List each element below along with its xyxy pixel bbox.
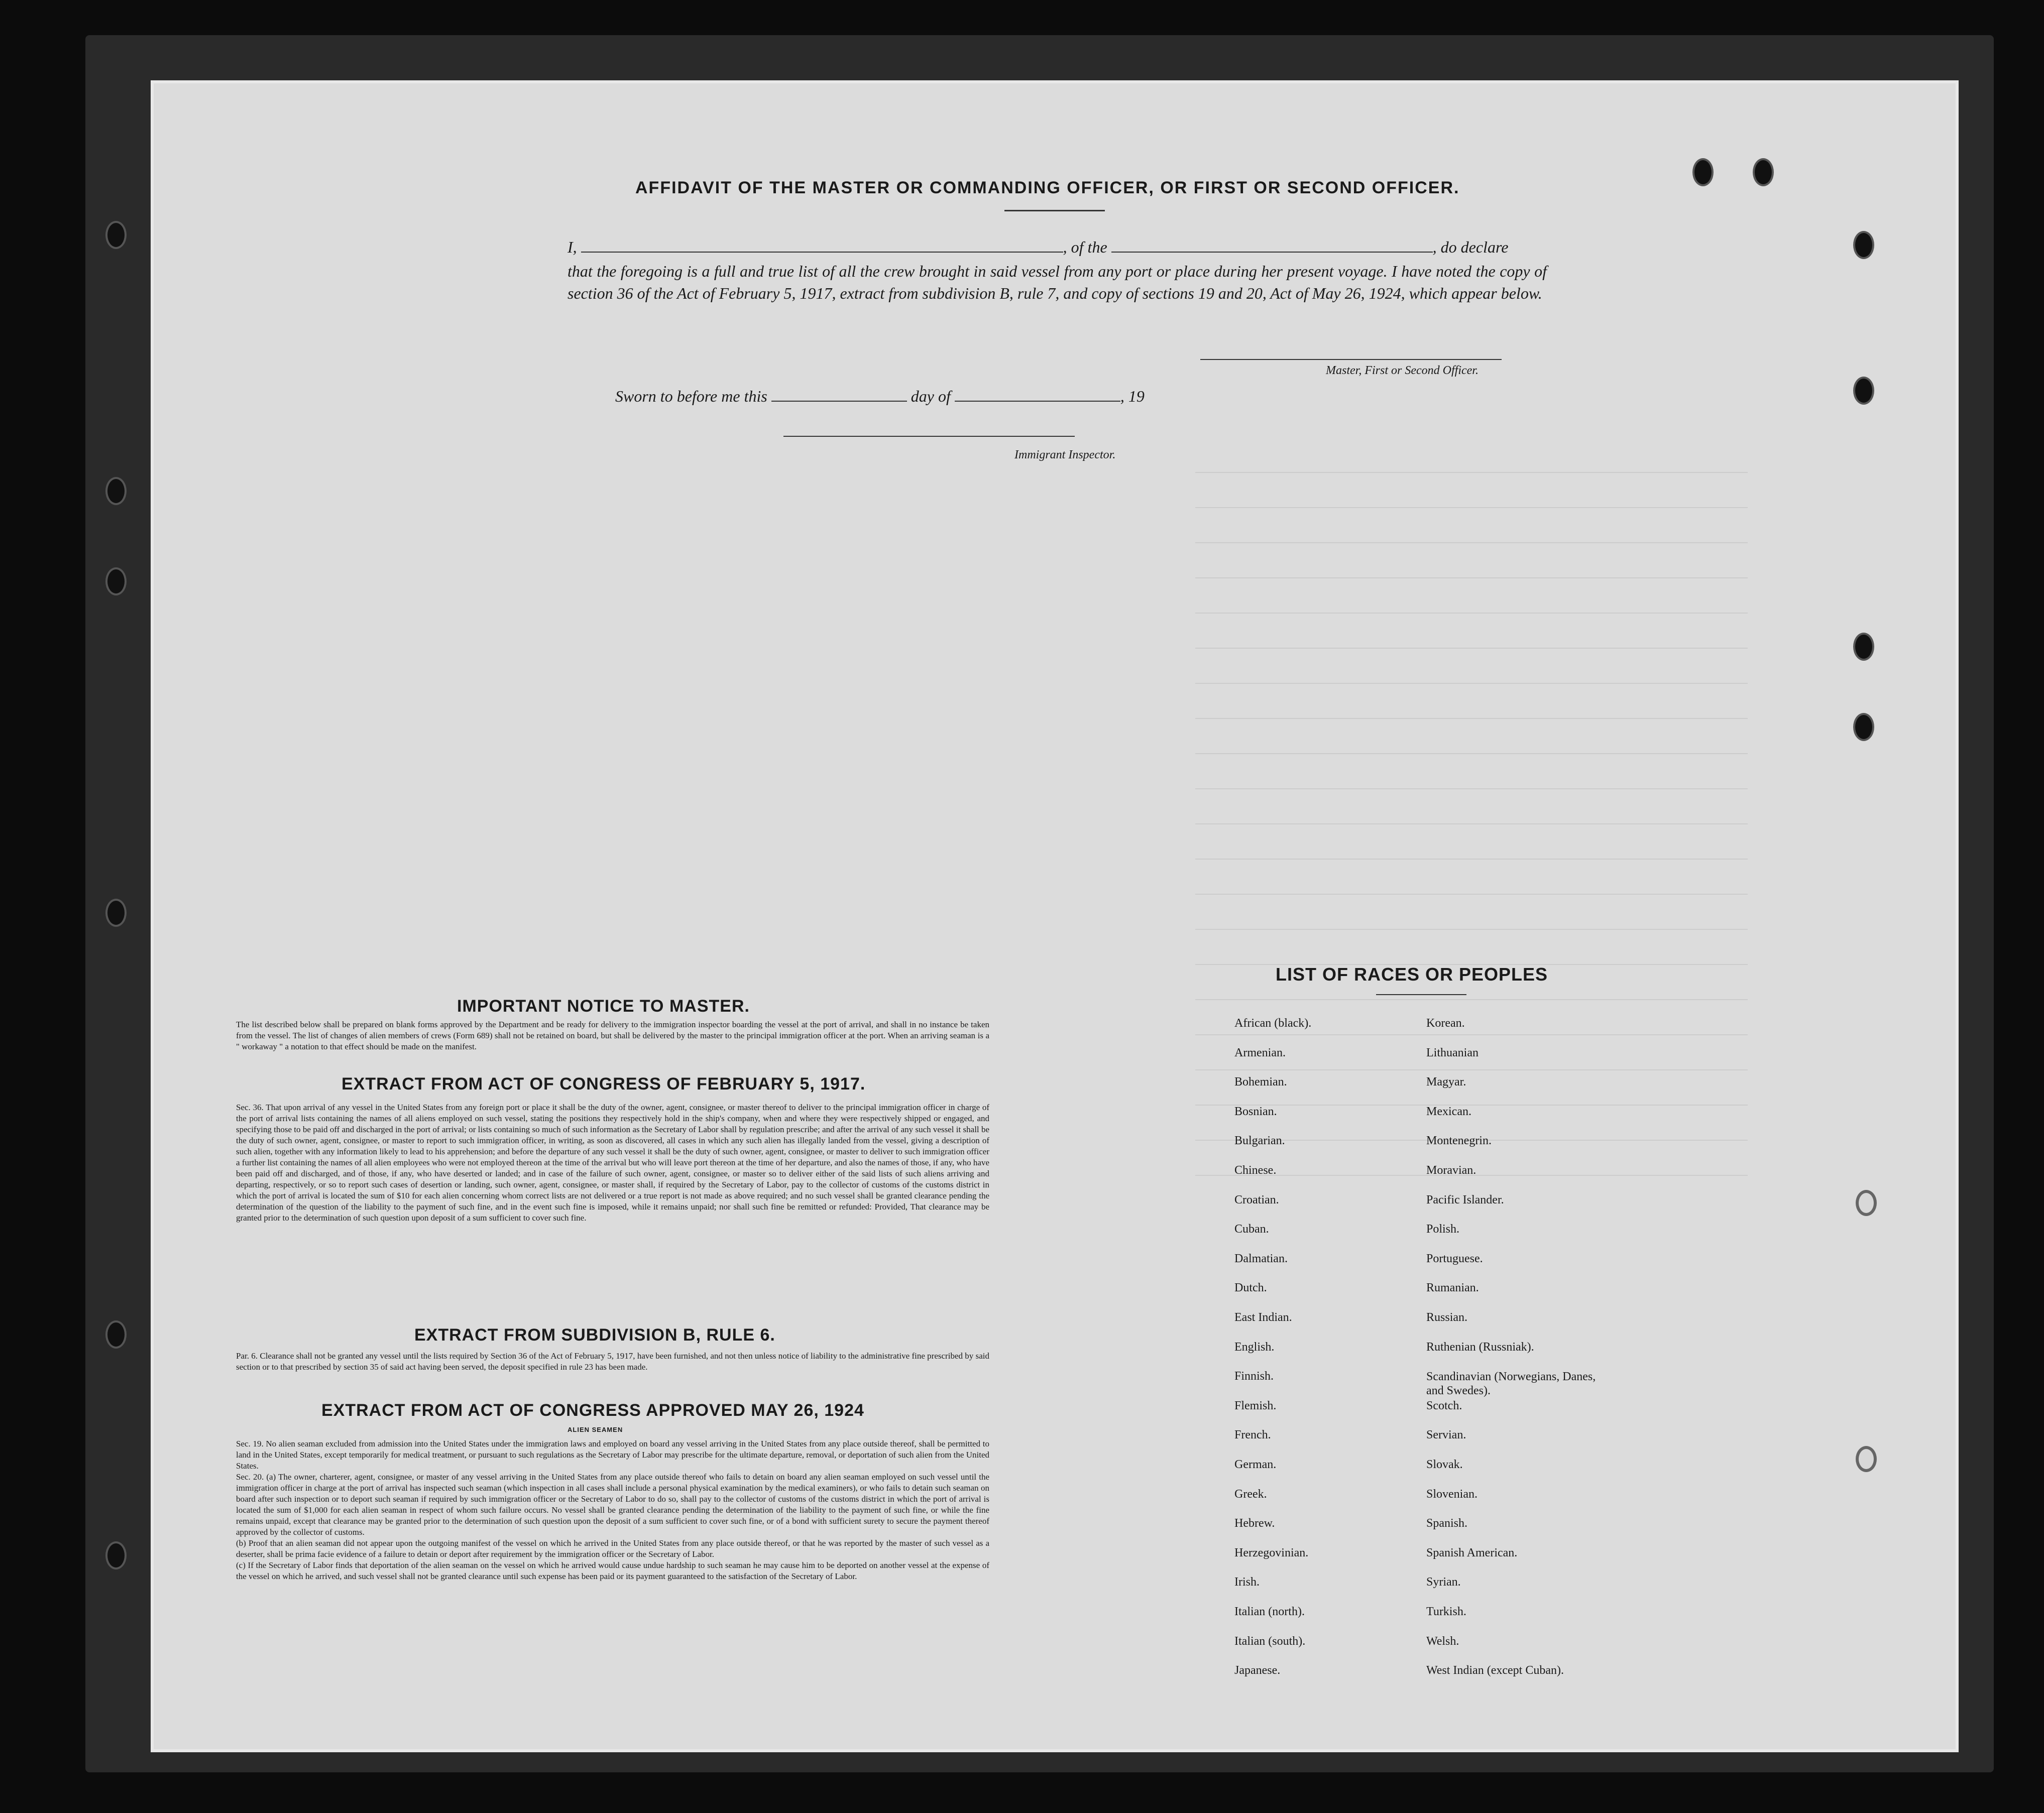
race-item: Chinese. [1234, 1164, 1277, 1177]
declaration-body: that the foregoing is a full and true list of all the crew brought in said vessel from any port or place during her present voyage. I have noted the copy of section 36 of the Act of February 5, 1917, extract from subdivision B, rule 7, and copy of sections 19 and 20, Act of May 26, 1924, which appear below. [567, 262, 1547, 302]
race-item: Syrian. [1426, 1576, 1461, 1589]
extract-1924-title: EXTRACT FROM ACT OF CONGRESS APPROVED MAY 26, 1924 [321, 1401, 864, 1420]
divider [1004, 210, 1105, 211]
binder-hole [1856, 1190, 1877, 1216]
binder-hole [105, 1541, 127, 1569]
race-item: Moravian. [1426, 1164, 1477, 1177]
declaration-do-declare: , do declare [1432, 238, 1509, 256]
race-item: Herzegovinian. [1234, 1546, 1309, 1559]
race-item: Italian (south). [1234, 1634, 1306, 1648]
extract-1917-body [236, 1102, 989, 1224]
race-item: Pacific Islander. [1426, 1193, 1504, 1206]
extract-1924-sec19: Sec. 19. No alien seaman excluded from admission into the United States under the immigration laws and employed on board any vessel arriving in the United States from any place outside thereof, shall be permitted to land in the United States, except temporarily for medical treatment, or pursuant to such regulations as the Secretary of Labor may prescribe for the ultimate departure, removal, or deportation of such alien from the United States. [236, 1439, 989, 1471]
inspector-signature-line[interactable] [783, 436, 1075, 437]
race-item: Dalmatian. [1234, 1252, 1288, 1265]
race-item: Hebrew. [1234, 1517, 1275, 1530]
extract-1917-text: That upon arrival of any vessel in the United States from any foreign port or place it shall be the duty of the owner, agent, consignee, or master thereof to deliver to the principal immigration officer in charge of the port of arrival lists containing the names of all aliens employed on such vessel, stating the positions they respectively hold in the ship's company, when and where they were respectively shipped or engaged, and specifying those to be paid off and discharged in the port of arrival; or lists containing so much of such information as the Secretary of Labor shall by regulation prescribe; and after the arrival of any such vessel it shall be the duty of such owner, agent, consignee, or master to report to such immigration officer, in writing, as soon as discovered, all cases in which any such alien has illegally landed from the vessel, giving a description of such alien, together with any information likely to lead to his apprehension; and before the departure of any such vessel it shall be the duty of such owner, agent, consignee, or master to deliver to such immigration officer a further list containing the names of all alien employees who were not employed thereon at the time of the arrival but who will leave port thereon at the time of her departure, and also the names of those, if any, who have been paid off and discharged, and of those, if any, who have deserted or landed; and in case of the failure of such owner, agent, consignee, or master so to deliver either of the said lists of such aliens arriving and departing, respectively, or so to report such cases of desertion or landing, such owner, agent, consignee, or master shall, if required by the Secretary of Labor, pay to the collector of customs of the customs district in which the port of arrival is located the sum of $10 for each alien concerning whom correct lists are not delivered or a true report is not made as above required; and no such vessel shall be granted clearance pending the determination of the question of the liability to the payment of such fine, and in the event such fine is imposed, while it remains unpaid; nor shall such fine be remitted or refunded: Provided, That clearance may be granted prior to the determination of such question upon deposit of a sum sufficient to cover such fine. [236, 1103, 990, 1223]
sworn-month-field[interactable] [955, 386, 1120, 402]
race-item: Magyar. [1426, 1075, 1466, 1089]
extract-1924-sec20a: Sec. 20. (a) The owner, charterer, agent, consignee, or master of any vessel arriving in the United States from any place outside thereof who fails to detain on board any alien seaman employed on such vessel until the immigration officer in charge at the port of arrival has inspected such seaman (which inspection in all cases shall include a personal physical examination by the medical examiners), or who fails to detain such seaman on board after such inspection or to deport such seaman if required by such immigration officer or the Secretary of Labor to do so, shall pay to the collector of customs of the customs district in which the port of arrival is located the sum of $1,000 for each alien seaman in respect of whom such failure occurs. No vessel shall be granted clearance pending the determination of the liability to the payment of such fine, or while the fine remains unpaid, except that clearance may be granted prior to the determination of such question upon the deposit of a sum sufficient to cover such fine, or of a bond with sufficient surety to secure the payment thereof approved by the collector of customs. [236, 1472, 989, 1537]
race-item: Scotch. [1426, 1399, 1462, 1412]
race-item: Welsh. [1426, 1634, 1459, 1648]
race-item: French. [1234, 1428, 1271, 1442]
vessel-field[interactable] [1111, 236, 1433, 253]
race-item: Scandinavian (Norwegians, Danes, and Swedes). [1426, 1370, 1596, 1398]
notice-title: IMPORTANT NOTICE TO MASTER. [457, 997, 750, 1016]
extract-1924-sec20c: (c) If the Secretary of Labor finds that deportation of the alien seaman on the vessel on which he arrived would cause undue hardship to such seaman he may cause him to be deported on another vessel at the expense of the vessel on which he arrived, and such vessel shall not be granted clearance until such expense has been paid or its payment guaranteed to the satisfaction of the Secretary of Labor. [236, 1560, 989, 1581]
declaration-pronoun: I, [567, 238, 577, 256]
notice-text: The list described below shall be prepared on blank forms approved by the Department and be ready for delivery to the immigration inspector boarding the vessel at the port of arrival, and shall in no instance be taken from the vessel. The list of changes of alien members of crews (Form 689) shall not be retained on board, but shall be delivered by the master to the principal immigration officer at the port. When an arriving seaman is a " workaway " a notation to that effect should be made on the manifest. [236, 1020, 989, 1051]
race-item: Irish. [1234, 1576, 1260, 1589]
race-item: East Indian. [1234, 1311, 1292, 1324]
race-item: Slovak. [1426, 1458, 1463, 1471]
binder-hole [1853, 231, 1874, 259]
race-item: Bohemian. [1234, 1075, 1287, 1089]
race-item: Spanish. [1426, 1517, 1468, 1530]
race-item: Italian (north). [1234, 1605, 1305, 1618]
sworn-day-of: day of [911, 387, 951, 405]
name-field[interactable] [581, 236, 1063, 253]
binder-hole [105, 221, 127, 249]
race-item: German. [1234, 1458, 1277, 1471]
race-item: Lithuanian [1426, 1046, 1479, 1059]
binder-hole [105, 567, 127, 595]
extract-1917-section: Sec. 36. [236, 1103, 264, 1112]
races-title: LIST OF RACES OR PEOPLES [1276, 964, 1548, 985]
race-item: Turkish. [1426, 1605, 1466, 1618]
race-item: Servian. [1426, 1428, 1466, 1442]
extract-rule6-title: EXTRACT FROM SUBDIVISION B, RULE 6. [414, 1325, 775, 1345]
race-item: Rumanian. [1426, 1281, 1479, 1295]
race-item: Bosnian. [1234, 1105, 1277, 1118]
binder-hole [1853, 713, 1874, 741]
sworn-year: , 19 [1120, 387, 1145, 405]
inspector-label: Immigrant Inspector. [1014, 448, 1116, 461]
race-item: Bulgarian. [1234, 1134, 1285, 1148]
binder-hole [105, 1320, 127, 1349]
race-item: Mexican. [1426, 1105, 1471, 1118]
extract-1924-body [236, 1438, 989, 1582]
sworn-prefix: Sworn to before me this [615, 387, 767, 405]
race-item: Portuguese. [1426, 1252, 1483, 1265]
extract-1924-sec20b: (b) Proof that an alien seaman did not appear upon the outgoing manifest of the vessel on which he arrived in the United States from any place outside thereof, or that he was reported by the master of such vessel as a deserter, shall be prima facie evidence of a failure to detain or deport after requirement by the immigration officer or the Secretary of Labor. [236, 1538, 989, 1559]
race-item: English. [1234, 1340, 1275, 1354]
race-item: Slovenian. [1426, 1487, 1478, 1501]
extract-1924-subtitle: ALIEN SEAMEN [567, 1426, 623, 1433]
race-item: Montenegrin. [1426, 1134, 1492, 1148]
sworn-line [615, 386, 1145, 406]
race-item: Cuban. [1234, 1223, 1269, 1236]
race-item: Japanese. [1234, 1664, 1281, 1677]
race-item: Armenian. [1234, 1046, 1286, 1059]
binder-hole [105, 477, 127, 505]
signature-label: Master, First or Second Officer. [1326, 364, 1479, 377]
sworn-day-field[interactable] [771, 386, 907, 402]
binder-hole [1856, 1446, 1877, 1472]
extract-rule6-text: Par. 6. Clearance shall not be granted any vessel until the lists required by Section 36 of the Act of February 5, 1917, have been furnished, and not then unless notice of liability to the administrative fine prescribed by said section or to that prescribed by section 35 of said act having been served, the deposit specified in rule 23 has been made. [236, 1351, 989, 1372]
binder-hole [1853, 377, 1874, 405]
race-item: Spanish American. [1426, 1546, 1518, 1559]
binder-hole [105, 899, 127, 927]
race-item: Greek. [1234, 1487, 1267, 1501]
binder-hole [1692, 158, 1714, 186]
signature-line[interactable] [1200, 359, 1502, 360]
binder-hole [1853, 633, 1874, 661]
declaration-of-the: , of the [1063, 238, 1107, 256]
race-item: Flemish. [1234, 1399, 1277, 1412]
extract-1917-title: EXTRACT FROM ACT OF CONGRESS OF FEBRUARY 5, 1917. [342, 1074, 866, 1094]
race-item: Polish. [1426, 1223, 1460, 1236]
race-item: West Indian (except Cuban). [1426, 1664, 1564, 1677]
race-item: African (black). [1234, 1017, 1312, 1030]
race-item: Dutch. [1234, 1281, 1267, 1295]
race-item: Korean. [1426, 1017, 1465, 1030]
race-item: Ruthenian (Russniak). [1426, 1340, 1534, 1354]
declaration-block [567, 236, 1547, 304]
race-item: Croatian. [1234, 1193, 1279, 1206]
race-item: Russian. [1426, 1311, 1468, 1324]
race-item: Finnish. [1234, 1370, 1274, 1383]
binder-hole [1753, 158, 1774, 186]
divider [1376, 994, 1466, 995]
affidavit-title: AFFIDAVIT OF THE MASTER OR COMMANDING OFFICER, OR FIRST OR SECOND OFFICER. [635, 178, 1460, 197]
